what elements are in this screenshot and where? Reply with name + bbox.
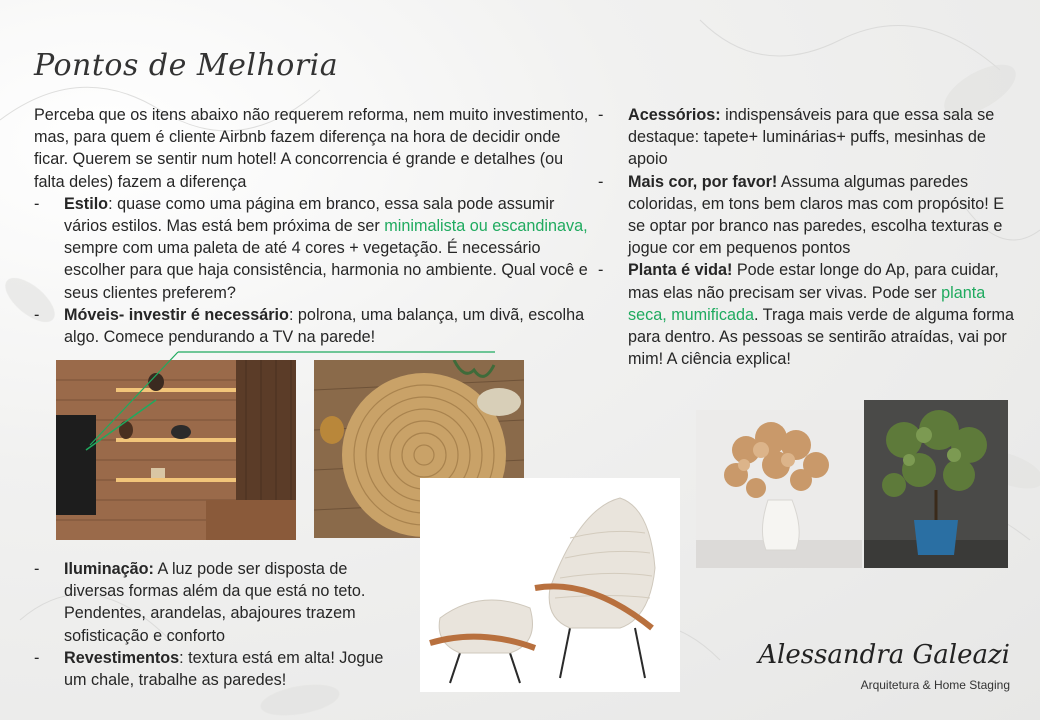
maiscor-label: Mais cor, por favor! bbox=[628, 172, 778, 191]
photo-dried-plant bbox=[696, 410, 862, 568]
moveis-label: Móveis- investir é necessário bbox=[64, 305, 289, 324]
intro-paragraph: Perceba que os itens abaixo não requerem reforma, nem muito investimento, mas, para quem é cliente Airbnb fazem diferença na hora de decidir onde ficar. Querem se sentir num hotel! A concorrencia é grande e detalhes (ou falta deles) fazem a diferença bbox=[34, 106, 589, 191]
page-title: Pontos de Melhoria bbox=[34, 48, 339, 83]
maiscor-text: Assuma algumas paredes coloridas, em tons bem claros mas com propósito! E se optar por branco nas paredes, escolha texturas e jogue cor em pequenos pontos bbox=[628, 172, 1005, 258]
revestimentos-label: Revestimentos bbox=[64, 648, 180, 667]
iluminacao-label: Iluminação: bbox=[64, 560, 154, 578]
iluminacao-text: A luz pode ser disposta de diversas formas além da que está no teto. Pendentes, arandelas, abajoures trazem sofisticação e conforto bbox=[64, 560, 366, 645]
bullet-dash: - bbox=[34, 305, 40, 324]
planta-text-1: Pode estar longe do Ap, para cuidar, mas elas não precisam ser vivas. Pode ser bbox=[628, 261, 999, 302]
dried-plant-illustration bbox=[696, 410, 862, 568]
bullet-dash: - bbox=[34, 194, 40, 213]
signature-name: Alessandra Galeazi bbox=[758, 640, 1010, 670]
photo-green-plant bbox=[864, 400, 1008, 568]
signature-subtitle: Arquitetura & Home Staging bbox=[860, 678, 1010, 692]
planta-text-2: . Traga mais verde de alguma forma para dentro. As pessoas se sentirão atraídas, vai por mim! A ciência explica! bbox=[628, 305, 1014, 369]
bullet-dash: - bbox=[34, 648, 40, 667]
estilo-text-2: sempre com uma paleta de até 4 cores + vegetação. É necessário escolher para que haja consistência, harmonia no ambiente. Qual você e seus clientes preferem? bbox=[64, 239, 588, 302]
bullet-dash: - bbox=[34, 560, 40, 578]
estilo-label: Estilo bbox=[64, 194, 109, 213]
chair-illustration bbox=[420, 478, 680, 692]
planta-highlight: planta seca, mumificada bbox=[628, 283, 986, 324]
estilo-text-1: : quase como uma página em branco, essa sala pode assumir vários estilos. Mas está bem próxima de ser bbox=[64, 194, 555, 236]
revestimentos-text: : textura está em alta! Jogue um chale, trabalhe as paredes! bbox=[64, 648, 384, 690]
bullet-dash: - bbox=[598, 106, 604, 124]
bullet-dash: - bbox=[598, 261, 604, 280]
estilo-highlight: minimalista ou escandinava, bbox=[384, 217, 588, 236]
green-plant-illustration bbox=[864, 400, 1008, 568]
moveis-text: : polrona, uma balança, um divã, escolha algo. Comece pendurando a TV na parede! bbox=[64, 305, 585, 347]
acessorios-text: indispensáveis para que essa sala se destaque: tapete+ luminárias+ puffs, mesinhas de apoio bbox=[628, 106, 995, 169]
photo-lounge-chair bbox=[420, 478, 680, 692]
planta-label: Planta é vida! bbox=[628, 261, 733, 280]
bullet-dash: - bbox=[598, 172, 604, 191]
signature-block bbox=[758, 640, 1010, 692]
acessorios-label: Acessórios: bbox=[628, 106, 721, 124]
